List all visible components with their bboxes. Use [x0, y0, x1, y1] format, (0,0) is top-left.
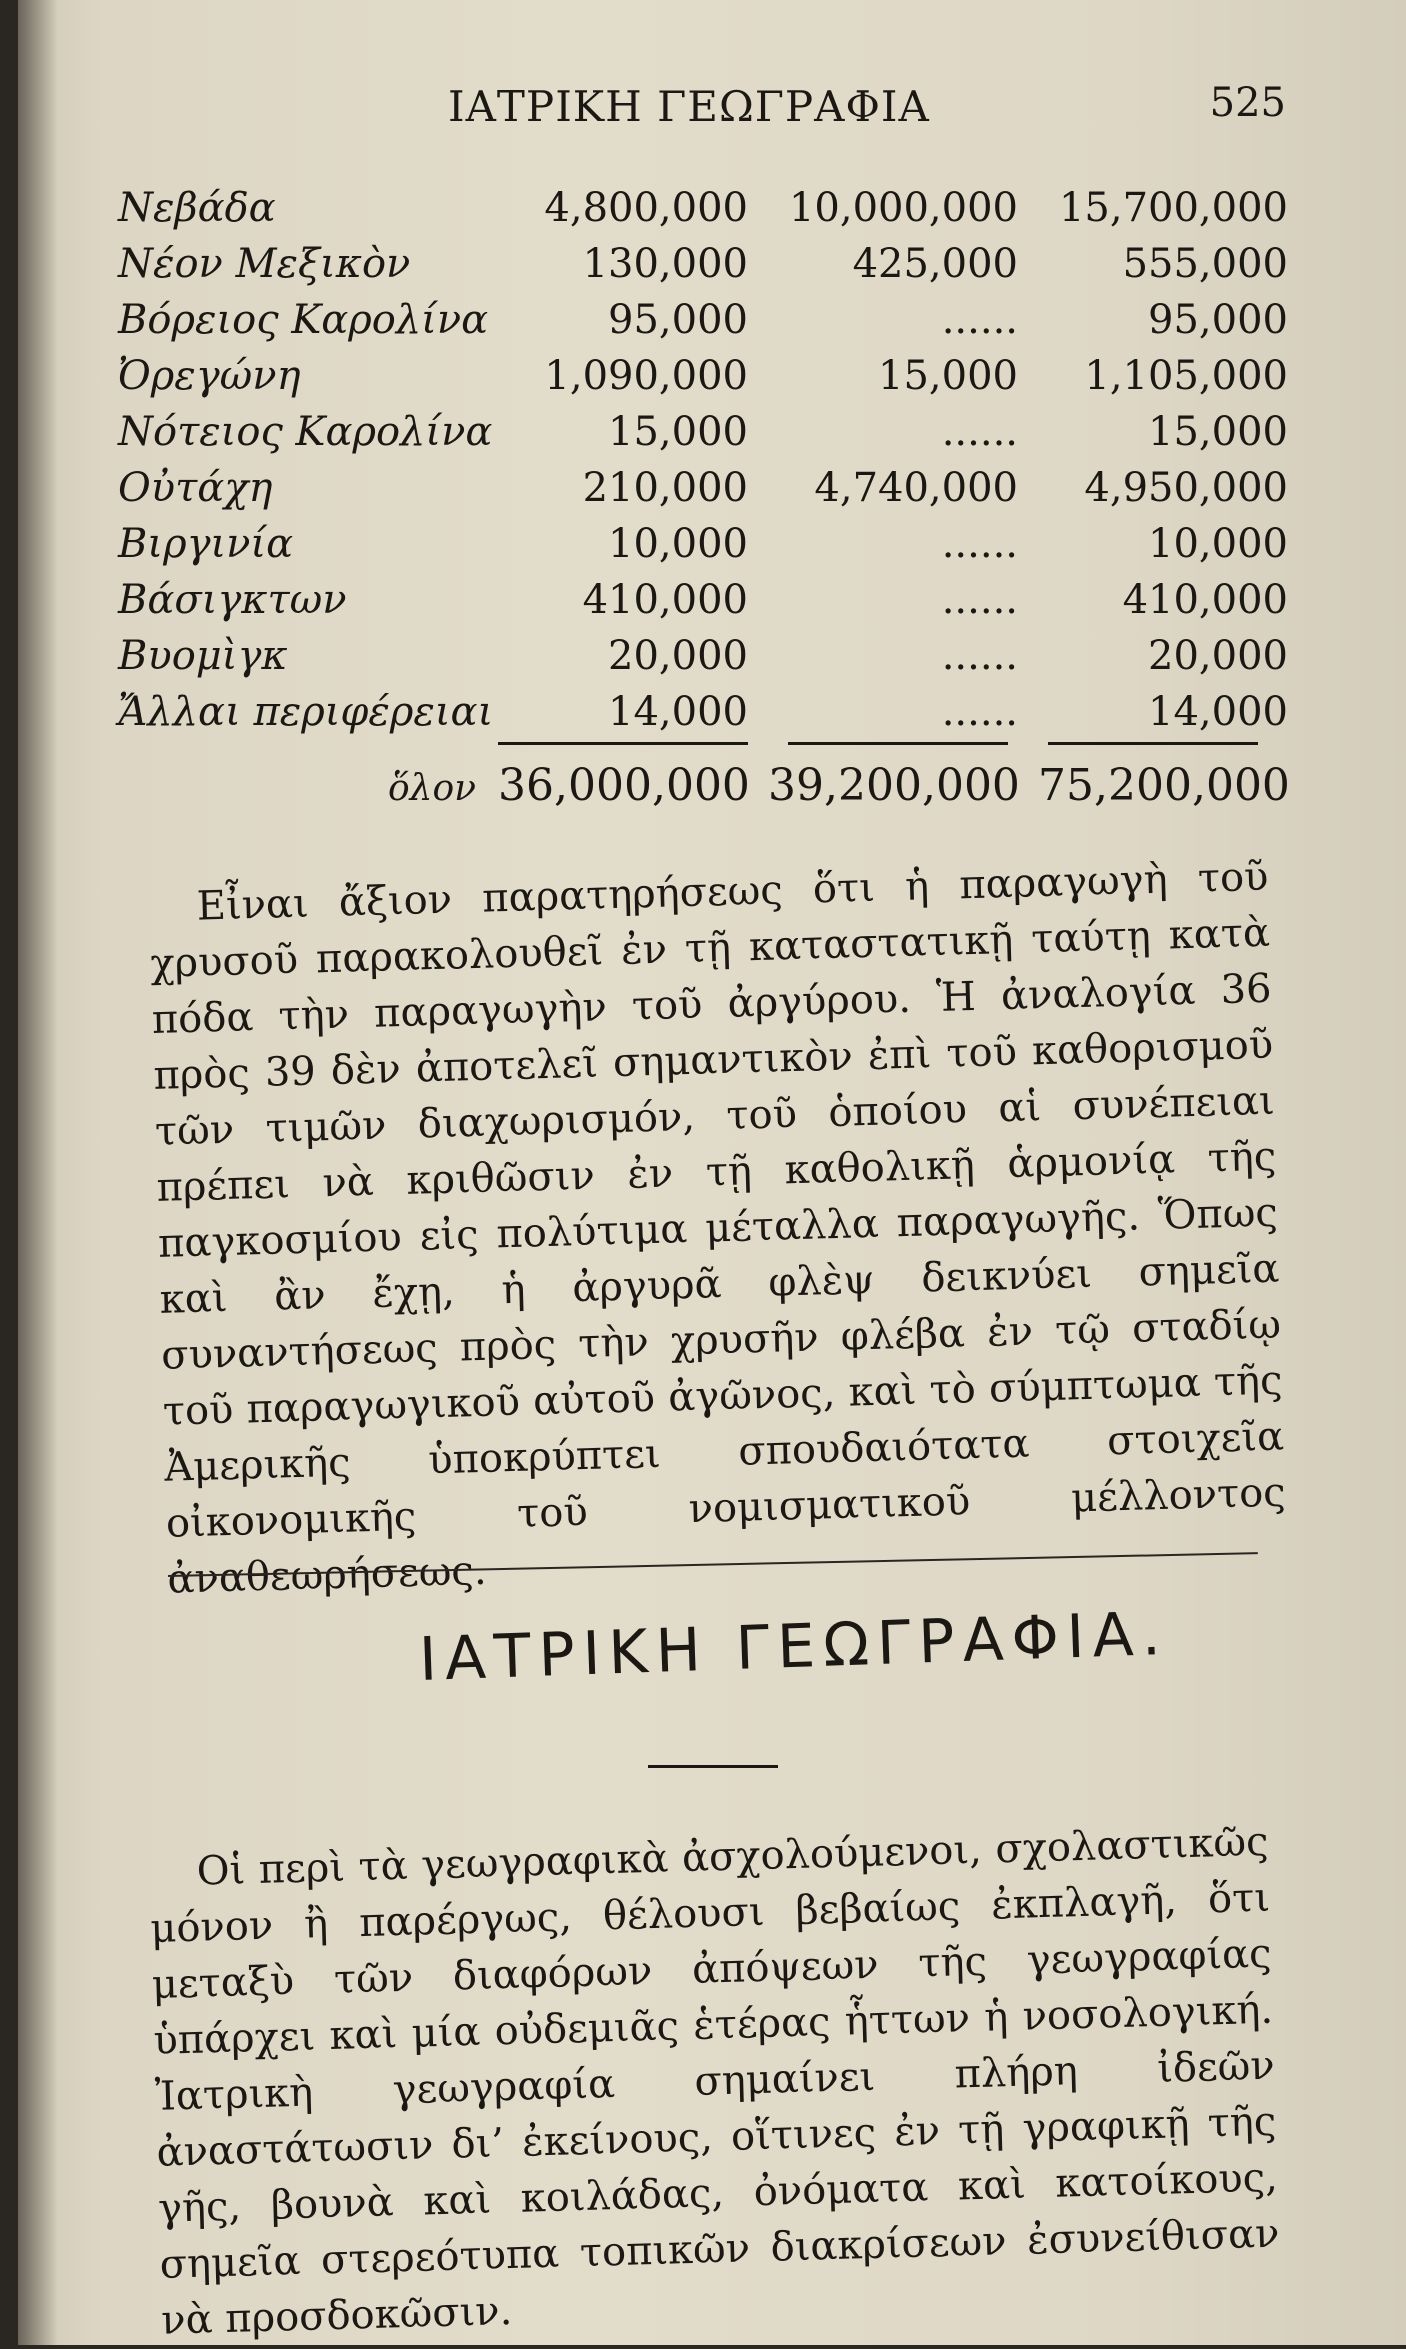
sum-rule-gold — [498, 742, 748, 745]
silver-value: 425,000 — [852, 241, 1018, 287]
table-row — [118, 628, 1288, 684]
table-row — [118, 460, 1288, 516]
table-row — [118, 292, 1288, 348]
table-row — [118, 516, 1288, 572]
gold-value: 130,000 — [582, 241, 748, 287]
table-row — [118, 684, 1288, 740]
gold-value: 410,000 — [582, 577, 748, 623]
total-value: 14,000 — [1148, 689, 1288, 735]
gold-value: 10,000 — [608, 521, 748, 567]
region-name: Ἄλλαι περιφέρειαι — [118, 689, 494, 735]
total-value: 15,000 — [1148, 409, 1288, 455]
gold-value: 15,000 — [608, 409, 748, 455]
table-row — [118, 180, 1288, 236]
total-value: 20,000 — [1148, 633, 1288, 679]
table-row — [118, 236, 1288, 292]
region-name: Νέον Μεξικὸν — [118, 241, 411, 287]
total-value: 555,000 — [1122, 241, 1288, 287]
title-underline — [648, 1765, 778, 1768]
region-name: Βιργινία — [118, 521, 294, 567]
silver-value: ...... — [941, 409, 1018, 455]
sum-rules — [498, 742, 1258, 746]
silver-value: ...... — [941, 633, 1018, 679]
sum-rule-total — [1048, 742, 1258, 745]
total-value: 95,000 — [1148, 297, 1288, 343]
gold-value: 4,800,000 — [544, 185, 748, 231]
gold-value: 1,090,000 — [544, 353, 748, 399]
paragraph-text: Οἱ περὶ τὰ γεωγραφικὰ ἀσχολούμενοι, σχολαστικῶς μόνον ἢ παρέργως, θέλουσι βεβαίως ἐκπλαγῆ, ὅτι μεταξὺ τῶν διαφόρων ἀπόψεων τῆς γεωγραφίας ὑπάρχει καὶ μία οὐδεμιᾶς ἑτέρας ἧττων ἡ νοσολογική. Ἰατρικὴ γεωγραφία σημαίνει πλήρη ἰδεῶν ἀναστάτωσιν δι’ ἐκείνους, οἵτινες ἐν τῇ γραφικῇ τῆς γῆς, βουνὰ καὶ κοιλάδας, ὀνόματα καὶ κατοίκους, σημεῖα στερεότυπα τοπικῶν διακρίσεων ἐσυνείθισαν νὰ προσδοκῶσιν. — [149, 1818, 1280, 2344]
region-name: Οὐτάχη — [118, 465, 273, 511]
gold-value: 210,000 — [582, 465, 748, 511]
silver-value: 10,000,000 — [788, 185, 1018, 231]
total-all: 75,200,000 — [1038, 760, 1290, 811]
region-name: Βόρειος Καρολίνα — [118, 297, 489, 343]
gold-value: 20,000 — [608, 633, 748, 679]
silver-value: 4,740,000 — [814, 465, 1018, 511]
total-value: 15,700,000 — [1058, 185, 1288, 231]
total-value: 4,950,000 — [1084, 465, 1288, 511]
table-row — [118, 572, 1288, 628]
total-gold: 36,000,000 — [498, 760, 750, 811]
silver-value: ...... — [941, 689, 1018, 735]
region-name: Νεβάδα — [118, 185, 276, 231]
page-number: 525 — [1209, 80, 1286, 126]
total-silver: 39,200,000 — [768, 760, 1020, 811]
total-value: 410,000 — [1122, 577, 1288, 623]
section-title: ΙΑΤΡΙΚΗ ΓΕΩΓΡΑΦΙΑ. — [418, 1598, 1170, 1695]
table-row — [118, 348, 1288, 404]
silver-value: ...... — [941, 297, 1018, 343]
silver-value: ...... — [941, 521, 1018, 567]
total-value: 1,105,000 — [1084, 353, 1288, 399]
table-row — [118, 404, 1288, 460]
region-name: Βάσιγκτων — [118, 577, 347, 623]
gold-value: 14,000 — [608, 689, 748, 735]
paragraph-medical-geography — [148, 1814, 1282, 2349]
silver-value: 15,000 — [878, 353, 1018, 399]
gold-value: 95,000 — [608, 297, 748, 343]
region-name: Βυομὶγκ — [118, 633, 288, 679]
binding-shadow — [18, 0, 58, 2345]
book-page — [18, 0, 1406, 2345]
silver-value: ...... — [941, 577, 1018, 623]
running-title: ΙΑΤΡΙΚΗ ΓΕΩΓΡΑΦΙΑ — [448, 82, 930, 131]
total-label: ὅλον — [388, 768, 477, 809]
paragraph-text: Εἶναι ἄξιον παρατηρήσεως ὅτι ἡ παραγωγὴ τοῦ χρυσοῦ παρακολουθεῖ ἐν τῇ καταστατικῇ ταύτῃ κατὰ πόδα τὴν παραγωγὴν τοῦ ἀργύρου. Ἡ ἀναλογία 36 πρὸς 39 δὲν ἀποτελεῖ σημαντικὸν ἐπὶ τοῦ καθορισμοῦ τῶν τιμῶν διαχωρισμόν, τοῦ ὁποίου αἱ συνέπειαι πρέπει νὰ κριθῶσιν ἐν τῇ καθολικῇ ἁρμονίᾳ τῆς παγκοσμίου εἰς πολύτιμα μέταλλα παραγωγῆς. Ὅπως καὶ ἂν ἔχῃ, ἡ ἀργυρᾶ φλὲψ δεικνύει σημεῖα συναντήσεως πρὸς τὴν χρυσῆν φλέβα ἐν τῷ σταδίῳ τοῦ παραγωγικοῦ αὐτοῦ ἀγῶνος, καὶ τὸ σύμπτωμα τῆς Ἀμερικῆς ὑποκρύπτει σπουδαιότατα στοιχεῖα οἰκονομικῆς τοῦ νομισματικοῦ μέλλοντος ἀναθεωρήσεως. — [149, 853, 1287, 1603]
total-value: 10,000 — [1148, 521, 1288, 567]
paragraph-gold-silver — [148, 849, 1288, 1608]
region-name: Ὀρεγώνη — [118, 353, 301, 399]
production-table — [118, 180, 1288, 740]
sum-rule-silver — [788, 742, 1008, 745]
region-name: Νότειος Καρολίνα — [118, 409, 493, 455]
